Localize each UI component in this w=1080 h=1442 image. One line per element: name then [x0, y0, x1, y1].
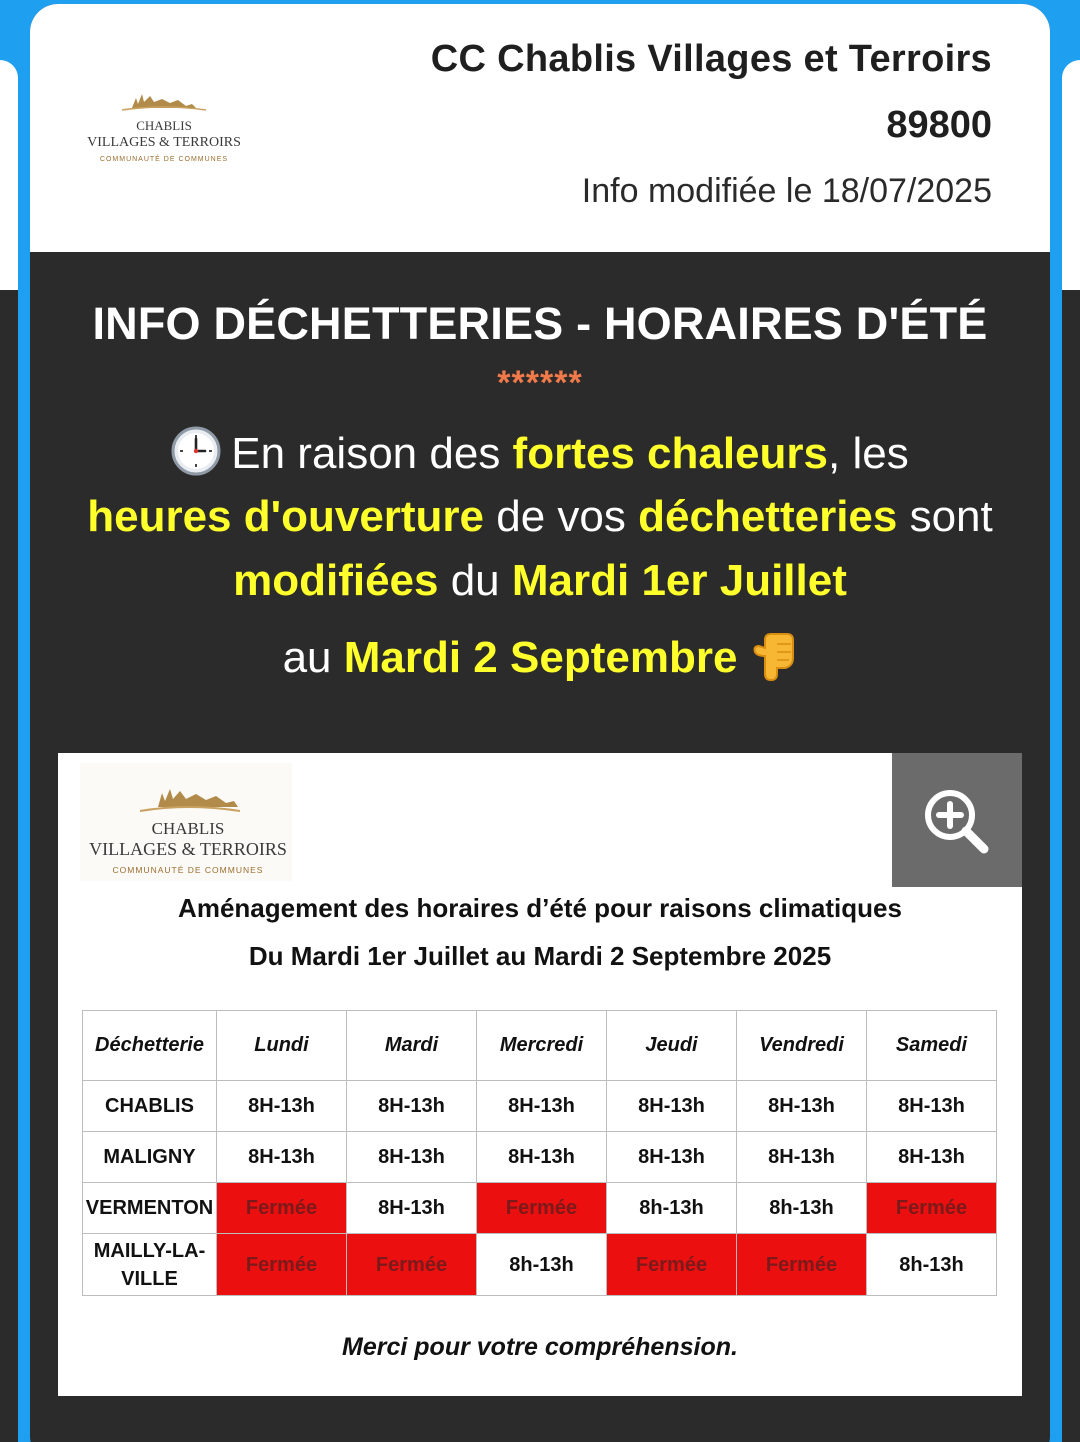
pointing-down-icon — [751, 630, 797, 682]
line2-a: heures d'ouverture — [87, 492, 485, 541]
col-header: Mardi — [347, 1011, 477, 1081]
table-cell: 8H-13h — [867, 1132, 997, 1183]
post-line-1 — [30, 426, 1050, 479]
line3-b: du — [438, 556, 512, 605]
doc-subtitle: Du Mardi 1er Juillet au Mardi 2 Septembre 2025 — [248, 941, 832, 971]
org-logo[interactable] — [84, 90, 244, 166]
table-cell: 8H-13h — [347, 1081, 477, 1132]
table-cell: 8H-13h — [867, 1081, 997, 1132]
background-dark-right — [1062, 290, 1080, 1442]
table-cell: 8H-13h — [477, 1081, 607, 1132]
post-stars: ****** — [497, 364, 583, 402]
table-cell: 8H-13h — [217, 1132, 347, 1183]
table-cell: 8H-13h — [737, 1132, 867, 1183]
closed-cell: Fermée — [217, 1183, 347, 1234]
doc-logo-line-3: COMMUNAUTÉ DE COMMUNES — [112, 865, 264, 875]
table-row — [83, 1081, 997, 1132]
post-title: INFO DÉCHETTERIES - HORAIRES D'ÉTÉ — [92, 298, 988, 349]
line2-d: sont — [897, 492, 993, 541]
closed-cell: Fermée — [737, 1234, 867, 1296]
logo-line-3: COMMUNAUTÉ DE COMMUNES — [99, 156, 229, 163]
line1-b: fortes chaleurs — [512, 429, 829, 478]
site-name-line-2: VILLE — [121, 1267, 178, 1290]
table-header-row — [83, 1011, 997, 1081]
col-header: Vendredi — [737, 1011, 867, 1081]
background-panel-left — [0, 60, 18, 292]
table-cell: 8H-13h — [737, 1081, 867, 1132]
table-cell: 8H-13h — [607, 1081, 737, 1132]
table-cell: 8H-13h — [477, 1132, 607, 1183]
post-line-2 — [30, 492, 1050, 542]
table-cell: 8H-13h — [607, 1132, 737, 1183]
schedule-table — [82, 1010, 997, 1296]
table-cell: 8H-13h — [347, 1183, 477, 1234]
site-name-line-1: MAILLY-LA- — [93, 1239, 206, 1262]
site-name — [83, 1234, 217, 1296]
zoom-button[interactable] — [892, 753, 1022, 887]
closed-cell: Fermée — [607, 1234, 737, 1296]
line4-b: Mardi 2 Septembre — [343, 633, 738, 682]
table-row — [83, 1132, 997, 1183]
doc-footer: Merci pour votre compréhension. — [342, 1333, 738, 1361]
news-card — [30, 4, 1050, 1442]
closed-cell: Fermée — [867, 1183, 997, 1234]
table-cell: 8H-13h — [217, 1081, 347, 1132]
line3-c: Mardi 1er Juillet — [511, 556, 847, 605]
table-cell: 8H-13h — [347, 1132, 477, 1183]
site-name: CHABLIS — [83, 1081, 217, 1132]
logo-line-2: VILLAGES & TERROIRS — [87, 135, 241, 150]
card-header — [30, 4, 1050, 252]
background-dark-left — [0, 290, 18, 1442]
col-header: Déchetterie — [83, 1011, 217, 1081]
doc-title: Aménagement des horaires d’été pour raisons climatiques — [178, 893, 902, 923]
table-cell: 8h-13h — [607, 1183, 737, 1234]
clock-icon — [171, 426, 221, 476]
col-header: Mercredi — [477, 1011, 607, 1081]
line3-a: modifiées — [233, 556, 439, 605]
table-cell: 8h-13h — [737, 1183, 867, 1234]
site-name: VERMENTON — [83, 1183, 217, 1234]
line2-b: de vos — [484, 492, 639, 541]
org-postcode: 89800 — [886, 104, 992, 146]
updated-date: Info modifiée le 18/07/2025 — [581, 172, 992, 210]
logo-line-1: CHABLIS — [136, 118, 192, 133]
site-name: MALIGNY — [83, 1132, 217, 1183]
post-line-4 — [30, 630, 1050, 683]
background-panel-right — [1062, 60, 1080, 292]
closed-cell: Fermée — [477, 1183, 607, 1234]
post-line-3 — [30, 556, 1050, 606]
table-row — [83, 1234, 997, 1296]
zoom-in-icon — [922, 787, 992, 857]
col-header: Samedi — [867, 1011, 997, 1081]
line4-a: au — [282, 633, 344, 682]
line1-a: En raison des — [231, 429, 513, 478]
line1-c: , les — [828, 429, 909, 478]
col-header: Jeudi — [607, 1011, 737, 1081]
doc-logo-line-2: VILLAGES & TERROIRS — [89, 839, 287, 859]
table-row — [83, 1183, 997, 1234]
table-cell: 8h-13h — [477, 1234, 607, 1296]
line2-c: déchetteries — [638, 492, 898, 541]
col-header: Lundi — [217, 1011, 347, 1081]
closed-cell: Fermée — [347, 1234, 477, 1296]
org-name[interactable]: CC Chablis Villages et Terroirs — [430, 38, 992, 80]
schedule-image[interactable] — [58, 753, 1022, 1396]
doc-logo — [80, 763, 292, 881]
closed-cell: Fermée — [217, 1234, 347, 1296]
table-cell: 8h-13h — [867, 1234, 997, 1296]
doc-logo-line-1: CHABLIS — [151, 819, 225, 838]
